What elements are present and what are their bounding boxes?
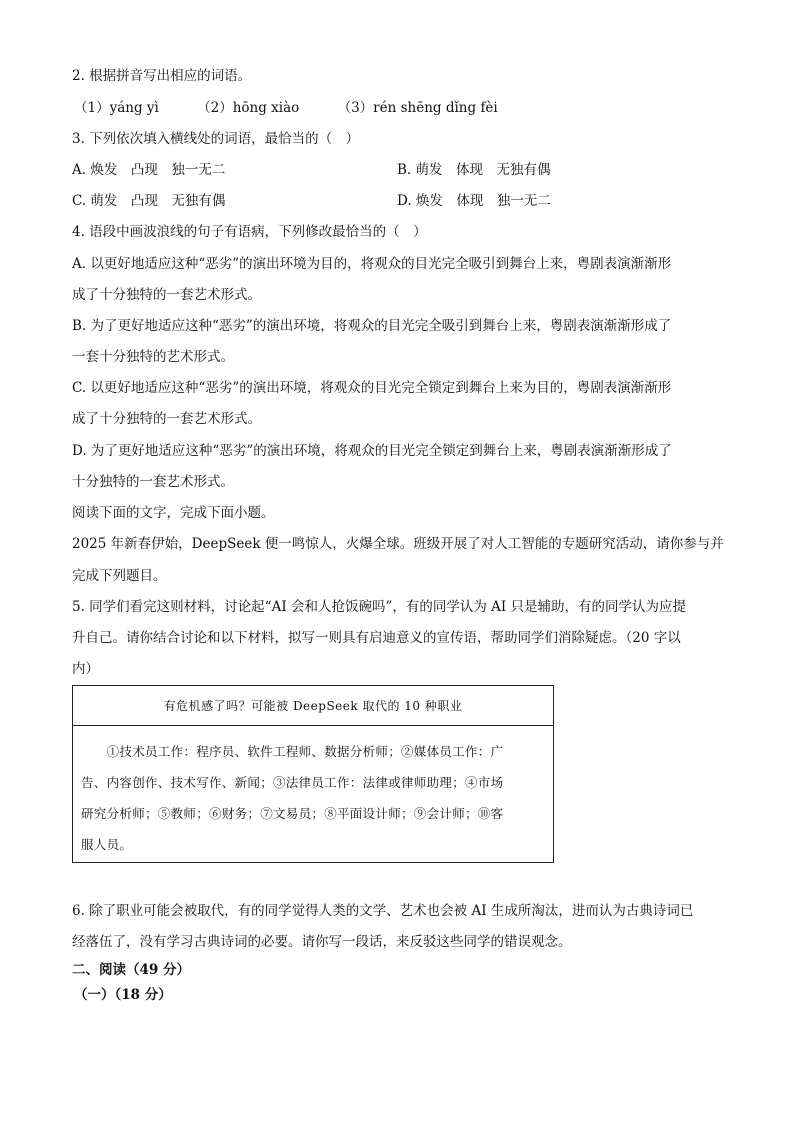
q4-option-line: 成了十分独特的一套艺术形式。: [72, 287, 261, 303]
q4-option-line: A. 以更好地适应这种“恶劣”的演出环境为目的，将观众的目光完全吸引到舞台上来，粤剧表演渐渐形: [72, 256, 672, 272]
material-line: 研究分析师；⑤教师；⑥财务；⑦文易员；⑧平面设计师；⑨会计师；⑩客: [81, 806, 504, 821]
q4-stem: 4. 语段中画波浪线的句子有语病，下列修改最恰当的（ ）: [72, 224, 427, 240]
section-heading: 二、阅读（49 分）: [72, 962, 190, 978]
reading-instruction: 阅读下面的文字，完成下面小题。: [72, 505, 275, 521]
q2-item-3: （3）rén shēng dǐng fèi: [337, 100, 498, 116]
material-box: [72, 685, 554, 863]
context-line: 2025 年新春伊始，DeepSeek 便一鸣惊人，火爆全球。班级开展了对人工智能的专题研究活动，请你参与并: [72, 536, 724, 552]
material-title: 有危机感了吗？可能被 DeepSeek 取代的 10 种职业: [73, 686, 553, 726]
q2-item-1: （1）yáng yì: [74, 100, 159, 116]
material-line: 告、内容创作、技术写作、新闻；③法律员工作：法律或律师助理；④市场: [81, 775, 504, 790]
q4-option-line: C. 以更好地适应这种“恶劣”的演出环境，将观众的目光完全锁定到舞台上来为目的，粤剧表演渐渐形: [72, 380, 672, 396]
material-body: [81, 736, 545, 860]
q4-option-line: 一套十分独特的艺术形式。: [72, 349, 234, 365]
q3-option-b: B. 萌发 体现 无独有偶: [397, 162, 551, 178]
q5-line: 升自己。请你结合讨论和以下材料，拟写一则具有启迪意义的宣传语，帮助同学们消除疑虑。（20 字以: [72, 630, 681, 646]
q4-option-line: 成了十分独特的一套艺术形式。: [72, 411, 261, 427]
q2-stem: 2. 根据拼音写出相应的词语。: [72, 68, 252, 84]
q2-item-2: （2）hōng xiào: [197, 100, 300, 116]
material-line: ①技术员工作：程序员、软件工程师、数据分析师；②媒体员工作：广: [81, 744, 504, 759]
subsection-heading: （一）（18 分）: [74, 987, 172, 1003]
material-line: 服人员。: [81, 837, 133, 852]
q3-option-a: A. 焕发 凸现 独一无二: [72, 162, 226, 178]
q4-option-line: D. 为了更好地适应这种“恶劣”的演出环境，将观众的目光完全锁定到舞台上来，粤剧表演渐渐形成了: [72, 443, 672, 459]
q3-option-d: D. 焕发 体现 独一无二: [397, 193, 551, 209]
q2-pinyin-row: [74, 98, 532, 118]
q3-option-c: C. 萌发 凸现 无独有偶: [72, 193, 226, 209]
q4-option-line: B. 为了更好地适应这种“恶劣”的演出环境，将观众的目光完全吸引到舞台上来，粤剧表演渐渐形成了: [72, 318, 672, 334]
q4-option-line: 十分独特的一套艺术形式。: [72, 474, 234, 490]
q5-line: 内）: [72, 661, 99, 677]
q3-stem: 3. 下列依次填入横线处的词语，最恰当的（ ）: [72, 131, 360, 147]
q5-line: 5. 同学们看完这则材料，讨论起“AI 会和人抢饭碗吗”，有的同学认为 AI 只是辅助，有的同学认为应提: [72, 599, 687, 615]
q6-line: 6. 除了职业可能会被取代，有的同学觉得人类的文学、艺术也会被 AI 生成所淘汰，进而认为古典诗词已: [72, 903, 694, 919]
context-line: 完成下列题目。: [72, 568, 167, 584]
q6-line: 经落伍了，没有学习古典诗词的必要。请你写一段话，来反驳这些同学的错误观念。: [72, 934, 572, 950]
